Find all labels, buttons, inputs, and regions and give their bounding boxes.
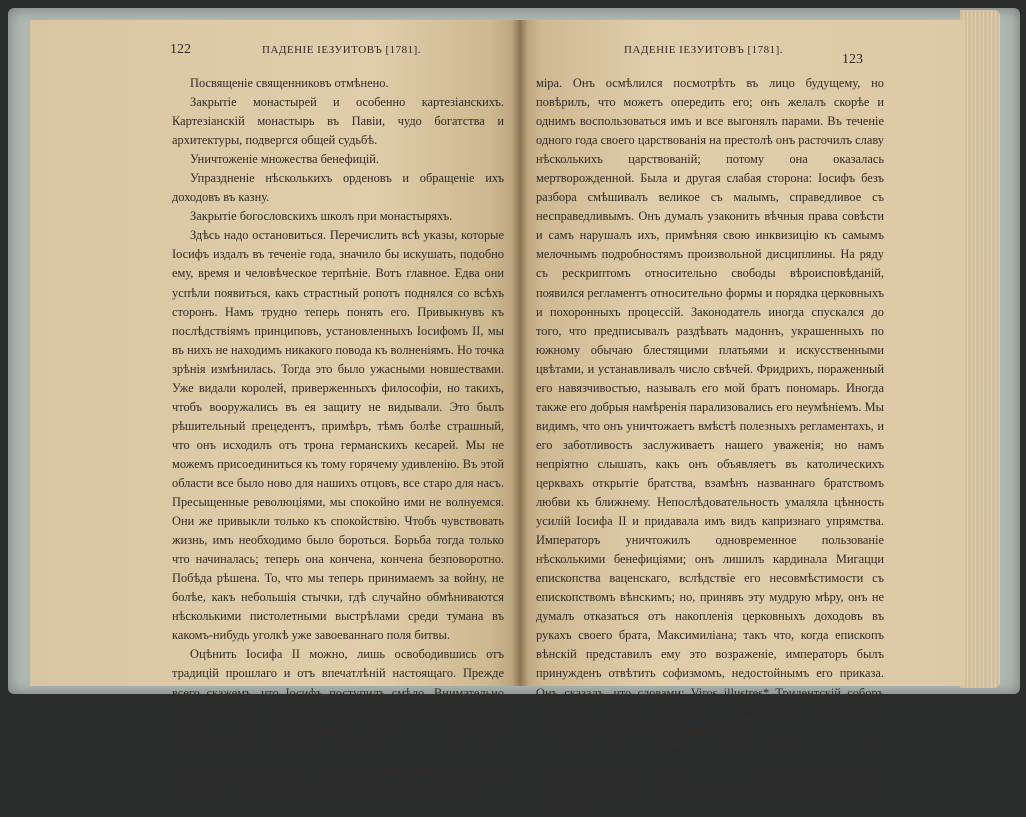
paragraph: Закрытіе монастырей и особенно картезіанскихъ. Картезіанскій монастырь въ Павіи, чудо богатства и архитектуры, подвергся общей судьбѣ. <box>172 95 504 148</box>
paragraph: Посвященіе священниковъ отмѣнено. <box>190 76 389 90</box>
running-head: ПАДЕНІЕ ІЕЗУИТОВЪ [1781]. <box>262 44 422 56</box>
right-page <box>520 20 965 814</box>
page-edges <box>960 10 1000 688</box>
paragraph: міра. Онъ осмѣлился посмотрѣть въ лицо будущему, но повѣрилъ, что можетъ опередить его; онъ желалъ скорѣе и однимъ воспользоваться имъ и все выгонялъ парами. Въ теченіе одного года своего царствованія на престолѣ онъ расточилъ славу нѣсколькихъ царствованій; потому она оказалась мертворожденной. Была и другая слабая сторона: Іосифъ безъ разбора смѣшивалъ великое съ малымъ, справедливое съ несправедливымъ. Онъ думалъ узаконить вѣчныя права совѣсти и самъ нарушалъ ихъ, примѣняя свою инквизицію къ самымъ мелочнымъ подробностямъ произвольной дисциплины. На ряду съ рескриптомъ относительно свободы вѣроисповѣданій, появился регламентъ относительно формы и порядка церковныхъ и похоронныхъ процессій. Законодатель иногда спускался до того, что предписывалъ раздѣвать мадоннъ, украшенныхъ по южному обычаю блестящими платьями и искусственными цвѣтами, и устанавливалъ число свѣчей. Фридрихъ, пораженный его навязчивостью, называлъ его мой братъ пономарь. Иногда также его добрыя намѣренія парализовались его неумѣніемъ. Мы видимъ, что онъ уничтожаетъ вмѣстѣ полезныхъ регламентахъ, и его заботливость заслуживаетъ нашего уваженія; но намъ непріятно слышать, какъ онъ объявляетъ въ католическихъ церквахъ открытіе братства, взамѣнъ названнаго братствомъ любви къ ближнему. Непослѣдовательность умаляла цѣнность усилій Іосифа II и придавала имъ видъ капризнаго упрямства. Императоръ уничтожилъ одновременное пользованіе нѣсколькими бенефиціями; онъ лишилъ кардинала Мигацци епископства ваценскаго, вслѣдствіе его несовмѣстимости съ епископствомъ вѣнскимъ; но, принявъ эту мудрую мѣру, онъ не думалъ отказаться отъ накопленія церковныхъ доходовъ въ рукахъ своего брата, Максимиліана; такъ что, когда епископъ вѣнскій представилъ ему это возраженіе, императоръ былъ принужденъ отвѣтить софизмомъ, недостойнымъ его приказа. Онъ сказалъ, что словами: Viros illustres* Тридентскій соборъ допустилъ, какъ исключеніе, совмѣстность нѣсколькихъ бенефицій въ рукахъ королевскихъ дѣтей. <box>536 76 884 738</box>
paragraph: Упраздненіе нѣсколькихъ орденовъ и обращеніе ихъ доходовъ въ казну. <box>172 171 504 205</box>
paragraph: Таковы были церковныя реформы Іосифа II; мы ихъ представили сразу, потому что онѣ предшествовали всѣмъ новшествамъ этого государя, который, часто къ стыду своему, а иногда и къ <box>536 742 884 814</box>
book-gutter <box>512 20 528 686</box>
left-page <box>30 20 520 795</box>
paragraph: Уничтоженіе множества бенефицій. <box>190 152 380 167</box>
paragraph: Здѣсь надо остановиться. Перечислить всѣ указы, которые Іосифъ издалъ въ теченіе года, значило бы искушать, подобно ему, время и человѣческое терпѣніе. Вотъ главное. Едва они успѣли появиться, какъ страстный ропотъ поднялся со всѣхъ сторонъ. Намъ трудно теперь понять его. Привыкнувъ къ послѣдствіямъ принциповъ, установленныхъ Іосифомъ II, мы въ нихъ не находимъ никакого повода къ волненіямъ. Но точка зрѣнія измѣнилась. Тогда это было ужасными новшествами. Уже видали королей, приверженныхъ философіи, но такихъ, чтобъ вооружались въ ея защиту не видывали. Это былъ рѣшительный прецедентъ, примѣръ, тѣмъ болѣе страшный, что онъ исходилъ отъ трона германскихъ кесарей. Мы не можемъ присоединиться къ тому горячему удивленію. Въ этой области все было ново для нашихъ отцовъ, все старо для насъ. Пресыщенные революціями, мы спокойно ими не волнуемся. Они же привыкли только къ спокойствію. Чтобъ чувствовать жизнь, имъ необходимо было бороться. Борьба тогда только что начиналась; теперь она кончена, кончена безповоротно. Побѣда рѣшена. То, что мы теперь принимаемъ за войну, не болѣе, какъ небольшія стычки, гдѣ случайно обмѣниваются нѣсколькими пистолетными выстрѣлами среди тумана въ какомъ-нибудь уголкѣ уже завоеваннаго поля битвы. <box>172 228 504 643</box>
page-text <box>536 74 884 817</box>
page-number: 123 <box>842 52 863 67</box>
paragraph: Оцѣнить Іосифа II можно, лишь освободившись отъ традицій прошлаго и отъ впечатлѣній настоящаго. Прежде всего скажемъ, что Іосифъ поступилъ смѣло. Внимательно разсматривая его принципы при религіозной реформѣ, надо признать его справедливымъ, законно и правильно дѣйствующимъ. Первый изъ государей Іосифъ не отступилъ передъ идеями, которыя, по естественному праву и по своей сущности, составляютъ теперь общественное право всего <box>172 647 504 795</box>
paragraph: Закрытіе богословскихъ школъ при монастыряхъ. <box>190 209 453 224</box>
running-head: ПАДЕНІЕ ІЕЗУИТОВЪ [1781]. <box>624 44 784 56</box>
page-text <box>172 74 504 798</box>
page-number: 122 <box>170 42 191 57</box>
